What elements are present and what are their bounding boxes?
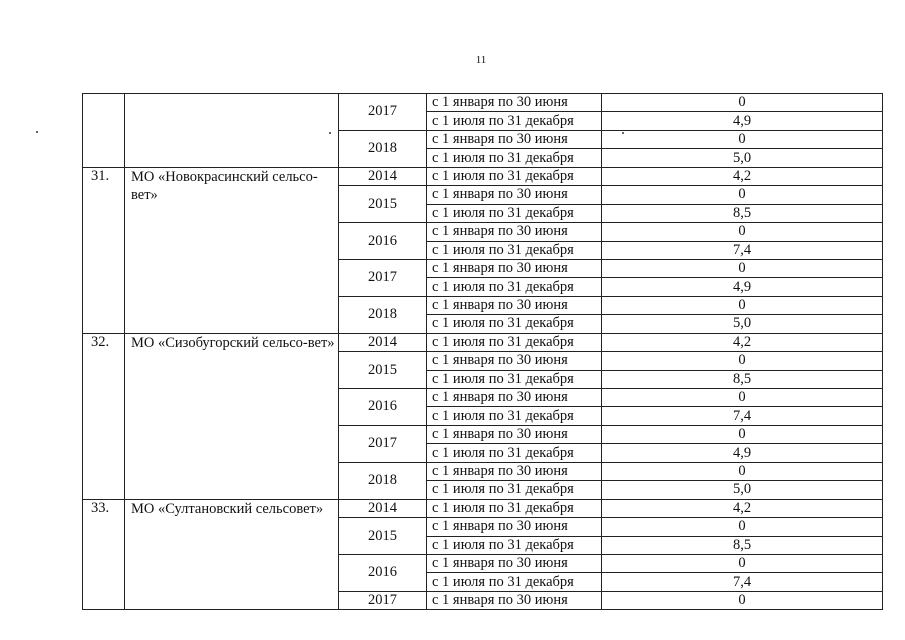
table-row [83,333,883,351]
value-cell: 0 [602,296,883,314]
period-cell: с 1 января по 30 июня [427,591,602,609]
value-cell: 0 [602,462,883,480]
value-cell: 0 [602,591,883,609]
period-cell: с 1 января по 30 июня [427,223,602,241]
period-cell: с 1 июля по 31 декабря [427,370,602,388]
year-cell: 2014 [339,499,427,517]
year-cell: 2017 [339,94,427,131]
year-cell: 2015 [339,518,427,555]
value-cell: 5,0 [602,481,883,499]
period-cell: с 1 января по 30 июня [427,554,602,572]
value-cell: 0 [602,352,883,370]
value-cell: 4,9 [602,444,883,462]
value-cell: 7,4 [602,241,883,259]
municipality-name: МО «Султановский сельсовет» [125,499,339,610]
value-cell: 4,2 [602,167,883,185]
value-cell: 4,2 [602,333,883,351]
value-cell: 0 [602,94,883,112]
value-cell: 8,5 [602,204,883,222]
year-cell: 2016 [339,389,427,426]
year-cell: 2018 [339,296,427,333]
value-cell: 0 [602,554,883,572]
period-cell: с 1 января по 30 июня [427,94,602,112]
municipality-name [125,94,339,168]
value-cell: 5,0 [602,149,883,167]
year-cell: 2018 [339,462,427,499]
scan-speck [329,132,331,134]
value-cell: 8,5 [602,536,883,554]
value-cell: 8,5 [602,370,883,388]
period-cell: с 1 января по 30 июня [427,352,602,370]
period-cell: с 1 января по 30 июня [427,425,602,443]
municipality-name: МО «Новокрасинский сельсо-вет» [125,167,339,333]
year-cell: 2018 [339,130,427,167]
year-cell: 2017 [339,591,427,609]
value-cell: 0 [602,130,883,148]
period-cell: с 1 июля по 31 декабря [427,278,602,296]
value-cell: 7,4 [602,573,883,591]
row-number [83,94,125,168]
year-cell: 2016 [339,554,427,591]
year-cell: 2017 [339,425,427,462]
period-cell: с 1 июля по 31 декабря [427,315,602,333]
period-cell: с 1 июля по 31 декабря [427,536,602,554]
value-cell: 4,9 [602,112,883,130]
scan-speck [622,132,624,134]
period-cell: с 1 января по 30 июня [427,389,602,407]
year-cell: 2017 [339,259,427,296]
value-cell: 0 [602,259,883,277]
value-cell: 0 [602,518,883,536]
page-number: 11 [475,54,487,66]
table-row [83,167,883,185]
period-cell: с 1 июля по 31 декабря [427,444,602,462]
value-cell: 0 [602,389,883,407]
period-cell: с 1 июля по 31 декабря [427,407,602,425]
period-cell: с 1 июля по 31 декабря [427,573,602,591]
period-cell: с 1 января по 30 июня [427,130,602,148]
period-cell: с 1 июля по 31 декабря [427,167,602,185]
period-cell: с 1 июля по 31 декабря [427,241,602,259]
value-cell: 7,4 [602,407,883,425]
period-cell: с 1 января по 30 июня [427,296,602,314]
value-cell: 4,2 [602,499,883,517]
value-cell: 0 [602,223,883,241]
period-cell: с 1 июля по 31 декабря [427,112,602,130]
year-cell: 2015 [339,186,427,223]
value-cell: 0 [602,425,883,443]
value-cell: 4,9 [602,278,883,296]
period-cell: с 1 июля по 31 декабря [427,499,602,517]
tariff-table-container [82,93,883,610]
period-cell: с 1 июля по 31 декабря [427,204,602,222]
year-cell: 2014 [339,167,427,185]
row-number: 33. [83,499,125,610]
period-cell: с 1 января по 30 июня [427,518,602,536]
row-number: 32. [83,333,125,499]
period-cell: с 1 января по 30 июня [427,259,602,277]
period-cell: с 1 января по 30 июня [427,462,602,480]
period-cell: с 1 июля по 31 декабря [427,333,602,351]
scan-speck [36,131,38,133]
period-cell: с 1 января по 30 июня [427,186,602,204]
year-cell: 2015 [339,352,427,389]
table-row [83,499,883,517]
row-number: 31. [83,167,125,333]
period-cell: с 1 июля по 31 декабря [427,481,602,499]
value-cell: 0 [602,186,883,204]
tariff-table [82,93,883,610]
period-cell: с 1 июля по 31 декабря [427,149,602,167]
table-row [83,94,883,112]
value-cell: 5,0 [602,315,883,333]
municipality-name: МО «Сизобугорский сельсо-вет» [125,333,339,499]
year-cell: 2016 [339,223,427,260]
year-cell: 2014 [339,333,427,351]
